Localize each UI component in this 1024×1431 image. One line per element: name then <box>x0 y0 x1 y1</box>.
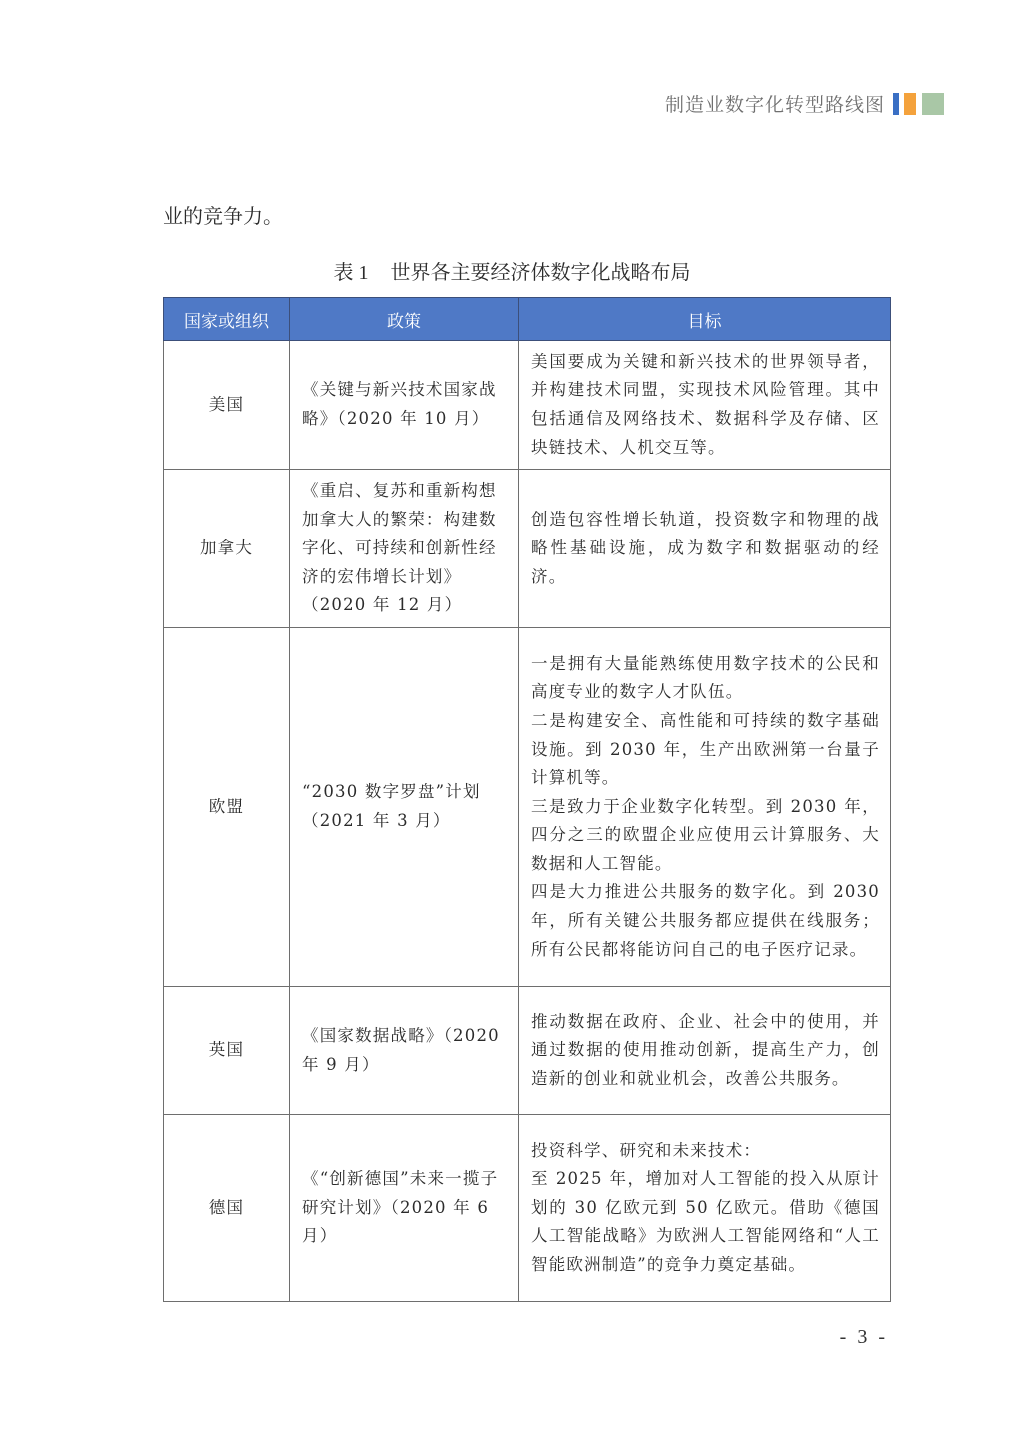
country-cell: 美国 <box>164 341 290 470</box>
running-header <box>665 90 944 117</box>
goal-paragraph: 四是大力推进公共服务的数字化。到 2030 年，所有关键公共服务都应提供在线服务；所有公民都将能访问自己的电子医疗记录。 <box>531 882 880 959</box>
table-caption <box>0 256 1024 285</box>
goal-paragraph: 一是拥有大量能熟练使用数字技术的公民和高度专业的数字人才队伍。 <box>531 653 880 702</box>
policy-cell: 《“创新德国”未来一揽子研究计划》（2020 年 6 月） <box>290 1115 519 1302</box>
blue-block-icon <box>893 93 899 115</box>
column-header-country: 国家或组织 <box>164 298 290 341</box>
country-cell: 加拿大 <box>164 470 290 628</box>
decorative-color-blocks <box>893 93 944 115</box>
policy-cell: 《重启、复苏和重新构想加拿大人的繁荣：构建数字化、可持续和创新性经济的宏伟增长计划》（2020 年 12 月） <box>290 470 519 628</box>
strategy-table <box>163 297 891 1302</box>
policy-cell: 《关键与新兴技术国家战略》（2020 年 10 月） <box>290 341 519 470</box>
goal-cell <box>519 341 891 470</box>
body-text-continuation: 业的竞争力。 <box>163 204 283 228</box>
orange-block-icon <box>904 93 916 115</box>
goal-cell <box>519 987 891 1115</box>
table-row <box>164 470 891 628</box>
goal-paragraph: 三是致力于企业数字化转型。到 2030 年，四分之三的欧盟企业应使用云计算服务、大数据和人工智能。 <box>531 796 880 873</box>
column-header-goal: 目标 <box>519 298 891 341</box>
table-row <box>164 341 891 470</box>
table-row <box>164 628 891 987</box>
goal-cell <box>519 628 891 987</box>
table-caption-number: 表 1 <box>333 262 369 284</box>
goal-paragraph: 推动数据在政府、企业、社会中的使用，并通过数据的使用推动创新，提高生产力，创造新的创业和就业机会，改善公共服务。 <box>531 1011 880 1088</box>
goal-paragraph: 美国要成为关键和新兴技术的世界领导者，并构建技术同盟，实现技术风险管理。其中包括通信及网络技术、数据科学及存储、区块链技术、人机交互等。 <box>531 351 880 457</box>
table-row <box>164 987 891 1115</box>
policy-cell: 《国家数据战略》（2020 年 9 月） <box>290 987 519 1115</box>
goal-paragraph: 创造包容性增长轨道，投资数字和物理的战略性基础设施，成为数字和数据驱动的经济。 <box>531 509 880 586</box>
goal-paragraph: 投资科学、研究和未来技术： <box>531 1140 762 1160</box>
country-cell: 德国 <box>164 1115 290 1302</box>
goal-cell <box>519 1115 891 1302</box>
table-caption-title: 世界各主要经济体数字化战略布局 <box>390 260 691 284</box>
policy-cell: “2030 数字罗盘”计划（2021 年 3 月） <box>290 628 519 987</box>
page-number: - 3 - <box>839 1326 888 1348</box>
green-block-icon <box>922 93 944 115</box>
goal-cell <box>519 470 891 628</box>
goal-paragraph: 至 2025 年，增加对人工智能的投入从原计划的 30 亿欧元到 50 亿欧元。借助《德国人工智能战略》为欧洲人工智能网络和“人工智能欧洲制造”的竞争力奠定基础。 <box>531 1169 880 1274</box>
country-cell: 欧盟 <box>164 628 290 987</box>
document-title: 制造业数字化转型路线图 <box>664 94 885 116</box>
goal-paragraph: 二是构建安全、高性能和可持续的数字基础设施。到 2030 年，生产出欧洲第一台量子计算机等。 <box>531 710 880 788</box>
table-row <box>164 1115 891 1302</box>
column-header-policy: 政策 <box>290 298 519 341</box>
table-header-row <box>164 298 891 341</box>
country-cell: 英国 <box>164 987 290 1115</box>
